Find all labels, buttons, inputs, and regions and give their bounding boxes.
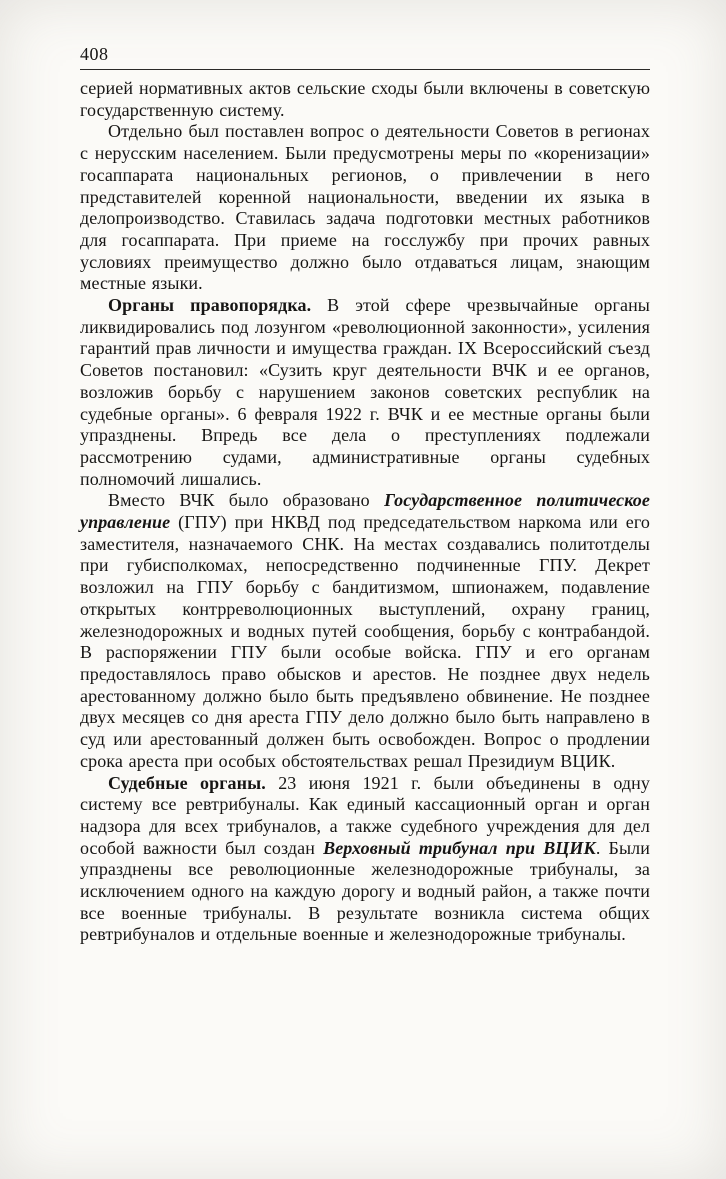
emphasis-run: Государственное политическое управление [80, 490, 650, 533]
text-run: серией нормативных актов сельские сходы были включены в советскую государственную систему. [80, 78, 650, 120]
text-run: 23 июня 1921 г. были объединены в одну систему все ревтрибуналы. Как единый кассационный орган и орган надзора для всех трибуналов, а также судебного учреждения для дел особой важности был создан [80, 772, 651, 858]
paragraph [80, 490, 650, 772]
emphasis-run: Судебные органы. [108, 772, 266, 793]
emphasis-run: Верховный трибунал при ВЦИК [323, 837, 596, 858]
paragraph [80, 121, 650, 295]
text-block [80, 78, 650, 946]
text-run: (ГПУ) при НКВД под председательством наркома или его заместителя, назначаемого СНК. На местах создавались политотделы при губисполкомах, непосредственно подчиненные ГПУ. Декрет возложил на ГПУ борьбу с бандитизмом, шпионажем, подавление открытых контрреволюционных выступлений, охрану границ, железнодорожных и водных путей сообщения, борьбу с контрабандой. В распоряжении ГПУ были особые войска. ГПУ и его органам предоставлялось право обысков и арестов. Не позднее двух недель арестованному должно было быть предъявлено обвинение. Не позднее двух месяцев со дня ареста ГПУ дело должно было быть направлено в суд или арестованный должен быть освобожден. Вопрос о продлении срока ареста при особых обстоятельствах решал Президиум ВЦИК. [80, 512, 650, 771]
paragraph [80, 78, 650, 121]
text-run: . Были упразднены все революционные железнодорожные трибуналы, за исключением одного на каждую дорогу и водный район, а также почти все военные трибуналы. В результате возникла система общих ревтрибуналов и отдельные военные и железнодорожные трибуналы. [80, 837, 650, 945]
paragraph [80, 295, 650, 490]
page-number: 408 [80, 44, 109, 64]
text-run: В этой сфере чрезвычайные органы ликвидировались под лозунгом «революционной законности», усиления гарантий прав личности и имущества граждан. IX Всероссийский съезд Советов постановил: «Сузить круг деятельности ВЧК и ее органов, возложив борьбу с нарушением законов советских республик на судебные органы». 6 февраля 1922 г. ВЧК и ее местные органы были упразднены. Впредь все дела о преступлениях подлежали рассмотрению судами, административные органы судебных полномочий лишались. [80, 295, 650, 489]
page-header [80, 44, 650, 70]
header-rule [80, 69, 650, 70]
text-run: Вместо ВЧК было образовано [108, 490, 385, 511]
text-run: Отдельно был поставлен вопрос о деятельности Советов в регионах с нерусским населением. Были предусмотрены меры по «коренизации» госаппарата национальных регионов, о привлечении в него представителей коренной национальности, введении их языка в делопроизводство. Ставилась задача подготовки местных работников для госаппарата. При приеме на госслужбу при прочих равных условиях преимущество должно было отдаваться лицам, знающим местные языки. [80, 121, 650, 294]
emphasis-run: Органы правопорядка. [108, 295, 312, 316]
paragraph [80, 773, 650, 947]
